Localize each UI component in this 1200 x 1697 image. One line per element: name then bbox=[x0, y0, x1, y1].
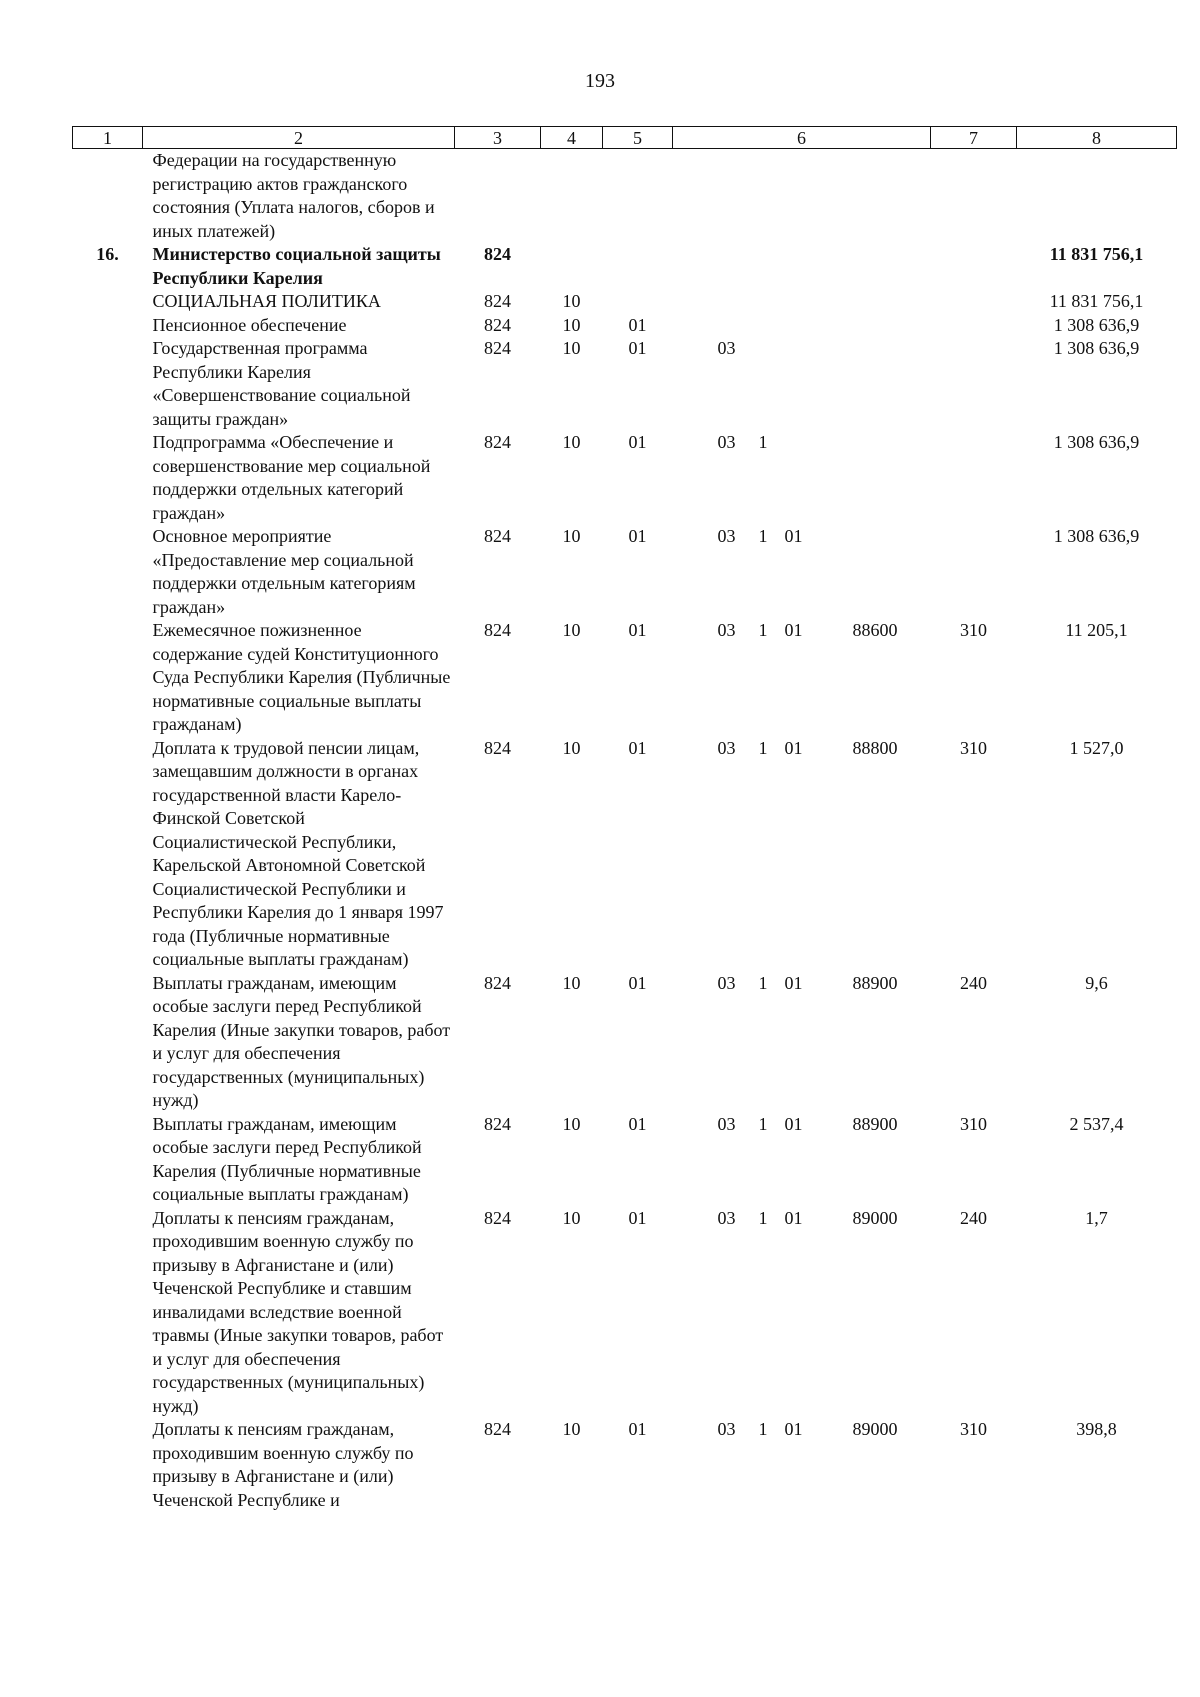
table-row bbox=[73, 149, 1177, 244]
row-program-code bbox=[673, 314, 744, 338]
row-event-code bbox=[783, 149, 841, 244]
row-program-code: 03 bbox=[717, 338, 736, 358]
row-expense-type-code bbox=[931, 243, 1017, 290]
row-direction-code: 88600 bbox=[852, 620, 898, 640]
row-name: Выплаты гражданам, имеющим особые заслуги перед Республикой Карелия (Публичные нормативные социальные выплаты гражданам) bbox=[152, 1113, 422, 1204]
row-expense-type-code: 240 bbox=[960, 1207, 987, 1228]
table-row bbox=[73, 337, 1177, 431]
row-program-code bbox=[673, 243, 744, 290]
row-number bbox=[73, 431, 143, 525]
header-col-6: 6 bbox=[673, 127, 931, 149]
header-col-3: 3 bbox=[455, 127, 541, 149]
row-subsection-code: 01 bbox=[628, 620, 647, 640]
row-expense-type-code: 310 bbox=[960, 620, 987, 640]
row-subsection-code: 01 bbox=[628, 737, 647, 758]
table-row bbox=[73, 972, 1177, 1113]
row-subsection-code: 01 bbox=[628, 432, 647, 452]
row-section-code: 10 bbox=[562, 1113, 581, 1134]
table-row bbox=[73, 1113, 1177, 1207]
row-subprogram-code: 1 bbox=[758, 1419, 768, 1439]
row-subprogram-code bbox=[744, 149, 783, 244]
budget-table bbox=[72, 126, 1177, 1512]
row-subprogram-code: 1 bbox=[758, 1113, 768, 1134]
header-col-4: 4 bbox=[541, 127, 603, 149]
table-row bbox=[73, 1418, 1177, 1512]
row-program-code: 03 bbox=[717, 620, 736, 640]
row-grbs-code: 824 bbox=[484, 620, 511, 640]
row-amount: 1 308 636,9 bbox=[1053, 432, 1140, 452]
row-direction-code bbox=[841, 290, 931, 314]
row-event-code bbox=[783, 337, 841, 431]
row-expense-type-code bbox=[931, 337, 1017, 431]
row-amount bbox=[1017, 149, 1177, 244]
row-number bbox=[73, 619, 143, 737]
table-row bbox=[73, 290, 1177, 314]
row-section-code: 10 bbox=[562, 737, 581, 758]
row-event-code: 01 bbox=[784, 1419, 803, 1439]
row-program-code: 03 bbox=[717, 972, 736, 993]
row-subprogram-code: 1 bbox=[758, 1207, 768, 1228]
row-event-code: 01 bbox=[784, 620, 803, 640]
row-direction-code: 89000 bbox=[852, 1419, 898, 1439]
row-program-code bbox=[673, 149, 744, 244]
row-event-code: 01 bbox=[784, 1207, 803, 1228]
row-grbs-code: 824 bbox=[484, 291, 511, 311]
row-event-code: 01 bbox=[784, 737, 803, 758]
row-number bbox=[73, 337, 143, 431]
row-event-code bbox=[783, 431, 841, 525]
row-amount: 11 205,1 bbox=[1065, 620, 1128, 640]
row-event-code bbox=[783, 243, 841, 290]
row-program-code: 03 bbox=[717, 1207, 736, 1228]
row-amount: 1,7 bbox=[1085, 1207, 1108, 1228]
table-row bbox=[73, 525, 1177, 619]
table-row bbox=[73, 1207, 1177, 1419]
row-amount: 1 308 636,9 bbox=[1053, 338, 1140, 358]
row-direction-code: 88900 bbox=[852, 1113, 898, 1134]
row-subsection-code: 01 bbox=[628, 338, 647, 358]
row-subsection-code bbox=[603, 149, 673, 244]
row-expense-type-code bbox=[931, 431, 1017, 525]
row-event-code: 01 bbox=[784, 526, 803, 546]
row-name: Основное мероприятие «Предоставление мер социальной поддержки отдельным категориям граждан» bbox=[152, 526, 416, 617]
header-col-5: 5 bbox=[603, 127, 673, 149]
row-subsection-code: 01 bbox=[628, 1113, 647, 1134]
row-subprogram-code bbox=[744, 314, 783, 338]
row-name: Доплаты к пенсиям гражданам, проходившим военную службу по призыву в Афганистане и (или) Чеченской Республике и bbox=[152, 1419, 414, 1510]
row-section-code: 10 bbox=[562, 1419, 581, 1439]
row-program-code bbox=[673, 290, 744, 314]
table-row bbox=[73, 431, 1177, 525]
row-subprogram-code: 1 bbox=[758, 737, 768, 758]
row-event-code bbox=[783, 290, 841, 314]
row-name: Доплата к трудовой пенсии лицам, замещавшим должности в органах государственной власти Карело-Финской Советской Социалистической Республики, Карельской Автономной Советской Социалистической Республики и Республики Карелия до 1 января 1997 года (Публичные нормативные социальные выплаты гражданам) bbox=[152, 737, 444, 969]
row-subprogram-code bbox=[744, 290, 783, 314]
row-amount: 9,6 bbox=[1085, 972, 1108, 993]
row-section-code bbox=[541, 149, 603, 244]
row-expense-type-code: 310 bbox=[960, 1419, 987, 1439]
row-direction-code bbox=[841, 525, 931, 619]
row-amount: 11 831 756,1 bbox=[1049, 291, 1144, 311]
header-col-1: 1 bbox=[73, 127, 143, 149]
row-section-code: 10 bbox=[562, 1207, 581, 1228]
row-program-code: 03 bbox=[717, 526, 736, 546]
row-name: Подпрограмма «Обеспечение и совершенствование мер социальной поддержки отдельных категорий граждан» bbox=[152, 432, 431, 523]
table-body bbox=[73, 149, 1177, 1513]
row-section-code: 10 bbox=[562, 432, 581, 452]
row-number bbox=[73, 314, 143, 338]
row-name: Доплаты к пенсиям гражданам, проходившим военную службу по призыву в Афганистане и (или) Чеченской Республике и ставшим инвалидами вследствие военной травмы (Иные закупки товаров, работ и услуг для обеспечения государственных (муниципальных) нужд) bbox=[152, 1207, 444, 1416]
row-name: Федерации на государственную регистрацию актов гражданского состояния (Уплата налогов, сборов и иных платежей) bbox=[152, 150, 435, 241]
row-amount: 1 527,0 bbox=[1069, 737, 1124, 758]
row-amount: 1 308 636,9 bbox=[1053, 526, 1140, 546]
row-section-code bbox=[541, 243, 603, 290]
row-grbs-code: 824 bbox=[484, 737, 511, 758]
row-direction-code bbox=[841, 431, 931, 525]
row-subsection-code: 01 bbox=[628, 314, 647, 335]
row-grbs-code: 824 bbox=[484, 972, 511, 993]
row-number bbox=[73, 1418, 143, 1512]
row-number bbox=[73, 737, 143, 972]
row-event-code: 01 bbox=[784, 1113, 803, 1134]
table-row bbox=[73, 619, 1177, 737]
row-amount: 1 308 636,9 bbox=[1053, 314, 1140, 335]
row-direction-code: 88800 bbox=[852, 737, 898, 758]
row-grbs-code: 824 bbox=[484, 314, 511, 335]
row-grbs-code: 824 bbox=[484, 432, 511, 452]
row-section-code: 10 bbox=[562, 620, 581, 640]
row-subsection-code: 01 bbox=[628, 1207, 647, 1228]
header-col-8: 8 bbox=[1017, 127, 1177, 149]
header-col-2: 2 bbox=[143, 127, 455, 149]
row-amount: 2 537,4 bbox=[1069, 1113, 1124, 1134]
row-number bbox=[73, 149, 143, 244]
row-subprogram-code bbox=[744, 337, 783, 431]
row-direction-code: 89000 bbox=[852, 1207, 898, 1228]
row-subsection-code bbox=[603, 290, 673, 314]
row-subprogram-code: 1 bbox=[758, 972, 768, 993]
row-number: 16. bbox=[96, 244, 119, 264]
row-direction-code bbox=[841, 314, 931, 338]
row-subsection-code: 01 bbox=[628, 1419, 647, 1439]
row-number bbox=[73, 972, 143, 1113]
row-amount: 11 831 756,1 bbox=[1049, 244, 1144, 264]
row-grbs-code: 824 bbox=[484, 1207, 511, 1228]
row-direction-code bbox=[841, 149, 931, 244]
table-row bbox=[73, 737, 1177, 972]
row-name: Ежемесячное пожизненное содержание судей Конституционного Суда Республики Карелия (Публичные нормативные социальные выплаты гражданам) bbox=[152, 620, 451, 734]
row-subprogram-code: 1 bbox=[758, 432, 768, 452]
table-row bbox=[73, 243, 1177, 290]
row-expense-type-code bbox=[931, 525, 1017, 619]
row-subprogram-code: 1 bbox=[758, 620, 768, 640]
row-name: Государственная программа Республики Карелия «Совершенствование социальной защиты граждан» bbox=[152, 338, 411, 429]
row-expense-type-code: 310 bbox=[960, 1113, 987, 1134]
row-expense-type-code bbox=[931, 314, 1017, 338]
row-subprogram-code: 1 bbox=[758, 526, 768, 546]
row-event-code: 01 bbox=[784, 972, 803, 993]
row-section-code: 10 bbox=[562, 314, 581, 335]
row-program-code: 03 bbox=[717, 737, 736, 758]
row-subsection-code bbox=[603, 243, 673, 290]
row-subsection-code: 01 bbox=[628, 526, 647, 546]
row-grbs-code bbox=[455, 149, 541, 244]
row-number bbox=[73, 1113, 143, 1207]
row-section-code: 10 bbox=[562, 972, 581, 993]
row-direction-code bbox=[841, 243, 931, 290]
row-grbs-code: 824 bbox=[484, 1113, 511, 1134]
header-row bbox=[73, 127, 1177, 149]
row-amount: 398,8 bbox=[1076, 1419, 1117, 1439]
row-name: Пенсионное обеспечение bbox=[152, 314, 347, 335]
row-grbs-code: 824 bbox=[484, 1419, 511, 1439]
row-grbs-code: 824 bbox=[484, 526, 511, 546]
row-expense-type-code bbox=[931, 149, 1017, 244]
header-col-7: 7 bbox=[931, 127, 1017, 149]
row-expense-type-code bbox=[931, 290, 1017, 314]
row-name: Выплаты гражданам, имеющим особые заслуги перед Республикой Карелия (Иные закупки товаров, работ и услуг для обеспечения государственных (муниципальных) нужд) bbox=[152, 972, 451, 1110]
row-program-code: 03 bbox=[717, 1113, 736, 1134]
row-expense-type-code: 310 bbox=[960, 737, 987, 758]
row-grbs-code: 824 bbox=[484, 338, 511, 358]
row-direction-code bbox=[841, 337, 931, 431]
row-number bbox=[73, 525, 143, 619]
row-direction-code: 88900 bbox=[852, 972, 898, 993]
row-name: СОЦИАЛЬНАЯ ПОЛИТИКА bbox=[152, 291, 381, 311]
row-number bbox=[73, 1207, 143, 1419]
table-row bbox=[73, 314, 1177, 338]
row-section-code: 10 bbox=[562, 338, 581, 358]
row-program-code: 03 bbox=[717, 432, 736, 452]
row-subsection-code: 01 bbox=[628, 972, 647, 993]
row-number bbox=[73, 290, 143, 314]
row-name: Министерство социальной защиты Республики Карелия bbox=[152, 244, 441, 288]
row-expense-type-code: 240 bbox=[960, 972, 987, 993]
row-subprogram-code bbox=[744, 243, 783, 290]
page-number: 193 bbox=[585, 70, 615, 92]
row-event-code bbox=[783, 314, 841, 338]
row-section-code: 10 bbox=[562, 526, 581, 546]
row-section-code: 10 bbox=[562, 291, 581, 311]
row-program-code: 03 bbox=[717, 1419, 736, 1439]
row-grbs-code: 824 bbox=[484, 244, 511, 264]
